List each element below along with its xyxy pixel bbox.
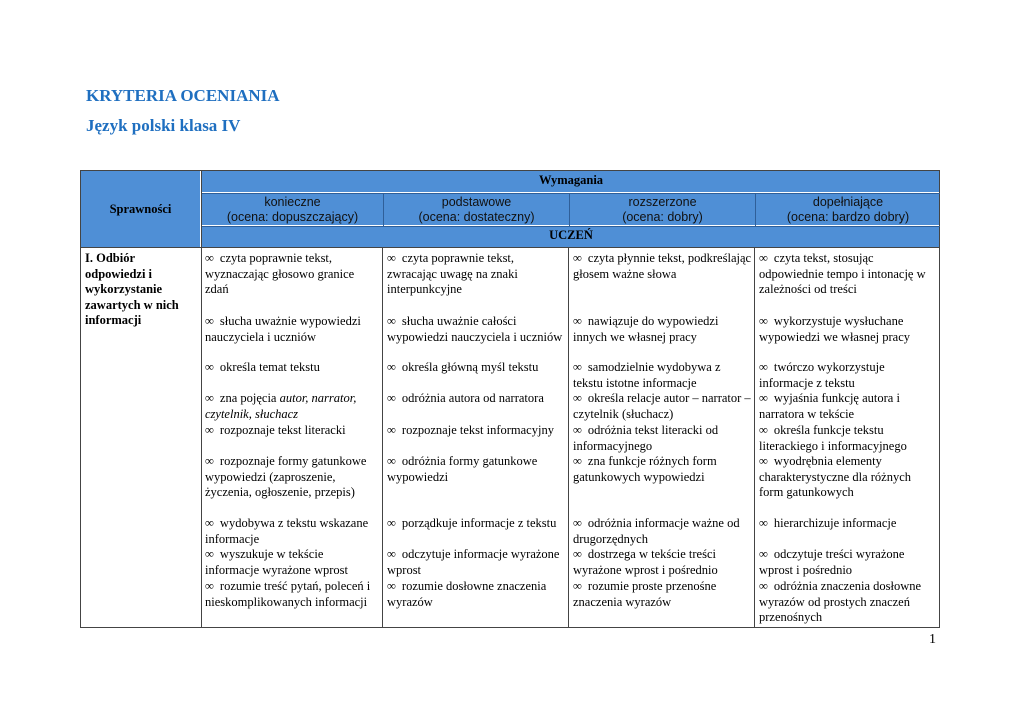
group-header-label: Wymagania [538, 173, 604, 187]
criterion-item: ∞ czyta poprawnie tekst, wyznaczając głosowo granice zdań [205, 251, 380, 298]
criterion-item: ∞ odróżnia tekst literacki od informacyjnego [573, 423, 752, 454]
criterion-item: ∞ samodzielnie wydobywa z tekstu istotne informacje [573, 360, 752, 391]
criterion-item: ∞ dostrzega w tekście treści wyrażone wprost i pośrednio [573, 547, 752, 578]
criterion-item: ∞ porządkuje informacje z tekstu [387, 516, 566, 532]
criterion-item: ∞ rozpoznaje tekst informacyjny [387, 423, 566, 439]
column-header-rozszerzone [570, 195, 755, 225]
column-grade: (ocena: dostateczny) [418, 210, 535, 224]
criterion-item: ∞ odczytuje informacje wyrażone wprost [387, 547, 566, 578]
criterion-item: ∞ zna pojęcia autor, narrator, czytelnik, słuchacz [205, 391, 380, 422]
page-title: KRYTERIA OCENIANIA [86, 86, 280, 105]
criterion-item: ∞ wyszukuje w tekście informacje wyrażone wprost [205, 547, 380, 578]
column-name: dopełniające [812, 195, 884, 209]
criterion-item: ∞ słucha uważnie wypowiedzi nauczyciela i uczniów [205, 314, 380, 345]
criterion-item: ∞ twórczo wykorzystuje informacje z tekstu [759, 360, 937, 391]
column-dopelniajace-body [755, 248, 939, 628]
criterion-item: ∞ rozpoznaje formy gatunkowe wypowiedzi (zaproszenie, życzenia, ogłoszenie, przepis) [205, 454, 380, 501]
criterion-item: ∞ określa funkcje tekstu literackiego i informacyjnego [759, 423, 937, 454]
uczen-label: UCZEŃ [549, 228, 593, 242]
column-konieczne-body [201, 248, 382, 628]
criterion-item: ∞ określa główną myśl tekstu [387, 360, 566, 376]
column-grade: (ocena: dobry) [622, 210, 703, 224]
column-grade: (ocena: dopuszczający) [226, 210, 359, 224]
criterion-item: ∞ słucha uważnie całości wypowiedzi nauczyciela i uczniów [387, 314, 566, 345]
page-number: 1 [929, 632, 936, 647]
page-subtitle: Język polski klasa IV [86, 116, 241, 135]
criterion-item: ∞ rozumie proste przenośne znaczenia wyrazów [573, 579, 752, 610]
criterion-item: ∞ odczytuje treści wyrażone wprost i pośrednio [759, 547, 937, 578]
criterion-item: ∞ rozumie treść pytań, poleceń i nieskomplikowanych informacji [205, 579, 380, 610]
criterion-item: ∞ odróżnia znaczenia dosłowne wyrazów od prostych znaczeń przenośnych [759, 579, 937, 626]
column-name: podstawowe [441, 195, 512, 209]
column-header-dopelniajace [756, 195, 940, 225]
row-header-label: Sprawności [109, 202, 172, 216]
criterion-item: ∞ czyta poprawnie tekst, zwracając uwagę na znaki interpunkcyjne [387, 251, 566, 298]
criterion-item: ∞ wydobywa z tekstu wskazane informacje [205, 516, 380, 547]
criterion-item: ∞ nawiązuje do wypowiedzi innych we własnej pracy [573, 314, 752, 345]
criteria-table [80, 170, 940, 628]
column-header-podstawowe [384, 195, 569, 225]
header-divider [202, 193, 940, 194]
criterion-item: ∞ określa temat tekstu [205, 360, 380, 376]
criterion-item: ∞ określa relacje autor – narrator – czytelnik (słuchacz) [573, 391, 752, 422]
criterion-item: ∞ zna funkcje różnych form gatunkowych wypowiedzi [573, 454, 752, 485]
column-grade: (ocena: bardzo dobry) [786, 210, 910, 224]
criterion-item: ∞ czyta tekst, stosując odpowiednie tempo i intonację w zależności od treści [759, 251, 937, 298]
criterion-item: ∞ wykorzystuje wysłuchane wypowiedzi we własnej pracy [759, 314, 937, 345]
section-label: I. Odbiór odpowiedzi i wykorzystanie zawartych w nich informacji [85, 251, 179, 327]
column-rozszerzone-body [569, 248, 754, 628]
criterion-item: ∞ wyjaśnia funkcję autora i narratora w tekście [759, 391, 937, 422]
criterion-item: ∞ wyodrębnia elementy charakterystyczne dla różnych form gatunkowych [759, 454, 937, 501]
criterion-item: ∞ odróżnia autora od narratora [387, 391, 566, 407]
criterion-item: ∞ rozumie dosłowne znaczenia wyrazów [387, 579, 566, 610]
criterion-item: ∞ odróżnia informacje ważne od drugorzędnych [573, 516, 752, 547]
column-header-konieczne [202, 195, 383, 225]
criterion-item: ∞ hierarchizuje informacje [759, 516, 937, 532]
column-podstawowe-body [383, 248, 568, 628]
column-name: rozszerzone [628, 195, 697, 209]
column-name: konieczne [264, 195, 321, 209]
header-divider [202, 226, 940, 227]
criterion-item: ∞ rozpoznaje tekst literacki [205, 423, 380, 439]
criterion-item: ∞ odróżnia formy gatunkowe wypowiedzi [387, 454, 566, 485]
criterion-item: ∞ czyta płynnie tekst, podkreślając głosem ważne słowa [573, 251, 752, 282]
